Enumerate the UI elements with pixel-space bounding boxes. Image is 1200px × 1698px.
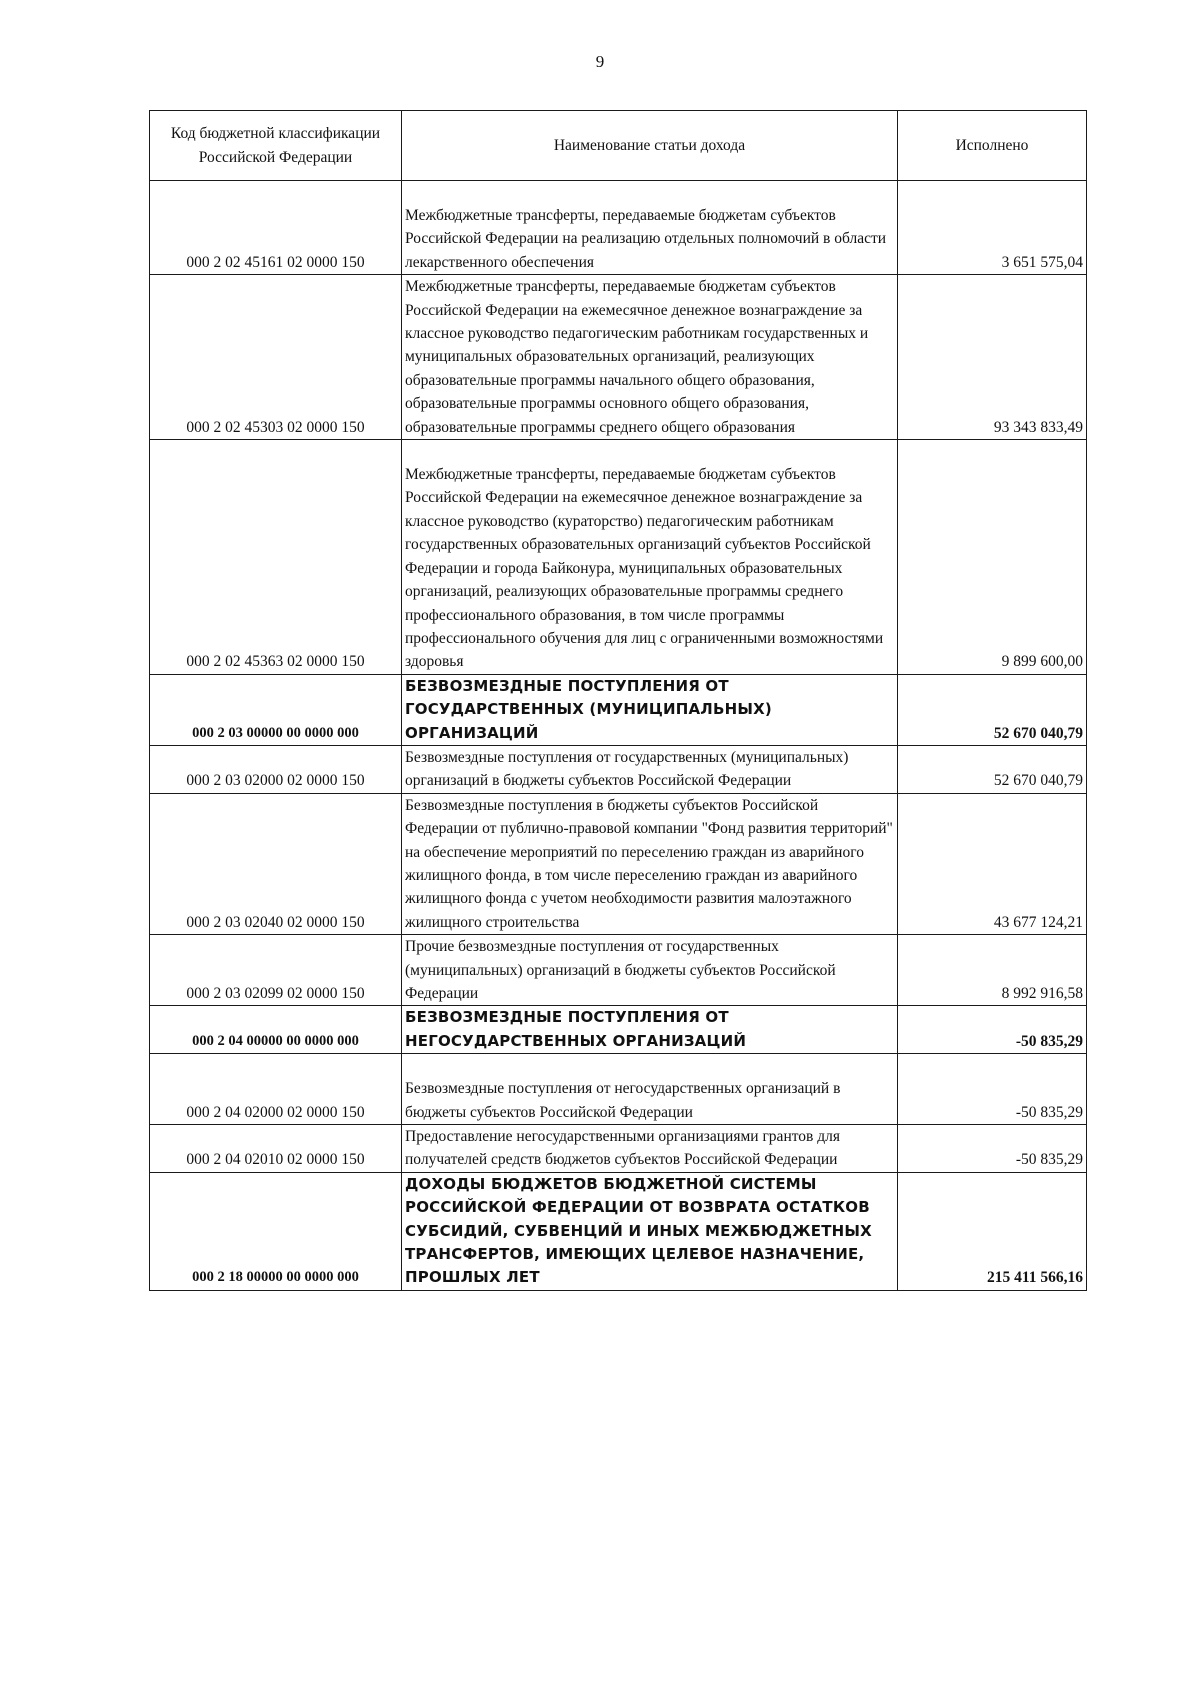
row-name: БЕЗВОЗМЕЗДНЫЕ ПОСТУПЛЕНИЯ ОТ НЕГОСУДАРСТВЕННЫХ ОРГАНИЗАЦИЙ <box>402 1006 898 1054</box>
table-row <box>150 745 1087 793</box>
row-name: Безвозмездные поступления от государственных (муниципальных) организаций в бюджеты субъектов Российской Федерации <box>402 745 898 793</box>
row-amount: 3 651 575,04 <box>898 181 1087 275</box>
table-row <box>150 440 1087 675</box>
income-table <box>149 110 1087 1291</box>
table-row <box>150 935 1087 1006</box>
header-amount: Исполнено <box>898 111 1087 181</box>
row-code: 000 2 03 02000 02 0000 150 <box>150 745 402 793</box>
row-amount: 52 670 040,79 <box>898 674 1087 745</box>
table-header-row <box>150 111 1087 181</box>
table-row <box>150 275 1087 440</box>
row-code: 000 2 18 00000 00 0000 000 <box>150 1172 402 1290</box>
header-code: Код бюджетной классификации Российской Федерации <box>150 111 402 181</box>
row-code: 000 2 03 02099 02 0000 150 <box>150 935 402 1006</box>
row-code: 000 2 02 45161 02 0000 150 <box>150 181 402 275</box>
row-name: Безвозмездные поступления в бюджеты субъектов Российской Федерации от публично-правовой компании "Фонд развития территорий" на обеспечение мероприятий по переселению граждан из аварийного жилищного фонда, в том числе переселению граждан из аварийного жилищного фонда с учетом необходимости развития малоэтажного жилищного строительства <box>402 793 898 934</box>
row-amount: 215 411 566,16 <box>898 1172 1087 1290</box>
row-amount: 52 670 040,79 <box>898 745 1087 793</box>
table-row-total <box>150 1006 1087 1054</box>
row-name: Межбюджетные трансферты, передаваемые бюджетам субъектов Российской Федерации на реализацию отдельных полномочий в области лекарственного обеспечения <box>402 181 898 275</box>
table-row <box>150 793 1087 934</box>
table-row <box>150 1054 1087 1125</box>
row-amount: -50 835,29 <box>898 1125 1087 1173</box>
row-code: 000 2 04 00000 00 0000 000 <box>150 1006 402 1054</box>
row-code: 000 2 03 02040 02 0000 150 <box>150 793 402 934</box>
row-name: Межбюджетные трансферты, передаваемые бюджетам субъектов Российской Федерации на ежемесячное денежное вознаграждение за классное руководство (кураторство) педагогическим работникам государственных образовательных организаций субъектов Российской Федерации и города Байконура, муниципальных образовательных организаций, реализующих образовательные программы среднего профессионального образования, в том числе программы профессионального обучения для лиц с ограниченными возможностями здоровья <box>402 440 898 675</box>
row-name: БЕЗВОЗМЕЗДНЫЕ ПОСТУПЛЕНИЯ ОТ ГОСУДАРСТВЕННЫХ (МУНИЦИПАЛЬНЫХ) ОРГАНИЗАЦИЙ <box>402 674 898 745</box>
row-name: Межбюджетные трансферты, передаваемые бюджетам субъектов Российской Федерации на ежемесячное денежное вознаграждение за классное руководство педагогическим работникам государственных и муниципальных образовательных организаций, реализующих образовательные программы начального общего образования, образовательные программы основного общего образования, образовательные программы среднего общего образования <box>402 275 898 440</box>
row-amount: 9 899 600,00 <box>898 440 1087 675</box>
row-name: ДОХОДЫ БЮДЖЕТОВ БЮДЖЕТНОЙ СИСТЕМЫ РОССИЙСКОЙ ФЕДЕРАЦИИ ОТ ВОЗВРАТА ОСТАТКОВ СУБСИДИЙ, СУБВЕНЦИЙ И ИНЫХ МЕЖБЮДЖЕТНЫХ ТРАНСФЕРТОВ, ИМЕЮЩИХ ЦЕЛЕВОЕ НАЗНАЧЕНИЕ, ПРОШЛЫХ ЛЕТ <box>402 1172 898 1290</box>
row-amount: 93 343 833,49 <box>898 275 1087 440</box>
header-name: Наименование статьи дохода <box>402 111 898 181</box>
page-number: 9 <box>595 52 605 71</box>
row-name: Прочие безвозмездные поступления от государственных (муниципальных) организаций в бюджеты субъектов Российской Федерации <box>402 935 898 1006</box>
table-row <box>150 1125 1087 1173</box>
row-code: 000 2 03 00000 00 0000 000 <box>150 674 402 745</box>
row-amount: -50 835,29 <box>898 1054 1087 1125</box>
row-name: Предоставление негосударственными организациями грантов для получателей средств бюджетов субъектов Российской Федерации <box>402 1125 898 1173</box>
row-amount: 8 992 916,58 <box>898 935 1087 1006</box>
row-name: Безвозмездные поступления от негосударственных организаций в бюджеты субъектов Российской Федерации <box>402 1054 898 1125</box>
table-row <box>150 181 1087 275</box>
row-amount: 43 677 124,21 <box>898 793 1087 934</box>
row-code: 000 2 02 45363 02 0000 150 <box>150 440 402 675</box>
row-code: 000 2 02 45303 02 0000 150 <box>150 275 402 440</box>
row-amount: -50 835,29 <box>898 1006 1087 1054</box>
row-code: 000 2 04 02010 02 0000 150 <box>150 1125 402 1173</box>
table-row-total <box>150 674 1087 745</box>
table-row-total <box>150 1172 1087 1290</box>
row-code: 000 2 04 02000 02 0000 150 <box>150 1054 402 1125</box>
